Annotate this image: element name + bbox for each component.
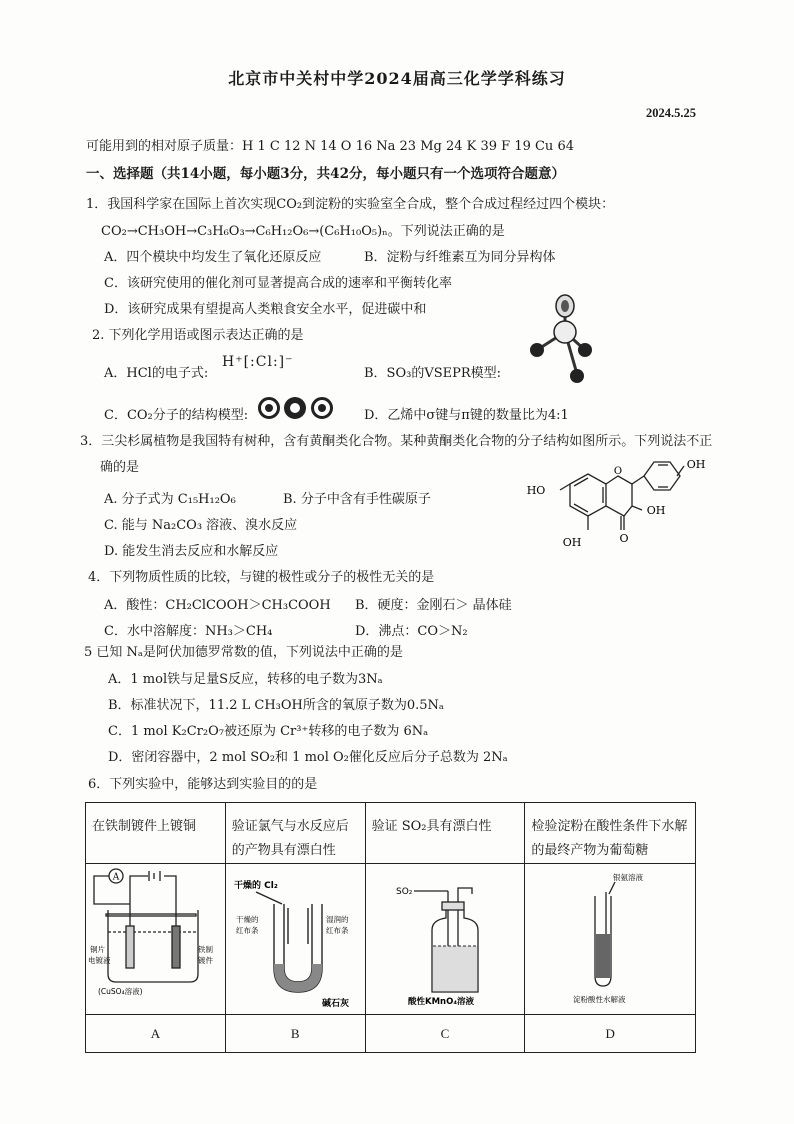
cuso4-label: (CuSO₄溶液) xyxy=(98,987,143,996)
section-heading: 一、选择题（共14小题，每小题3分，共42分，每小题只有一个选项符合题意） xyxy=(86,166,565,182)
starch-hydrolysis-diagram xyxy=(525,864,693,1010)
experiment-header-a: 在铁制镀件上镀铜 xyxy=(86,803,226,864)
experiment-header-c: 验证 SO₂具有漂白性 xyxy=(365,803,525,864)
carbonyl-oxygen-label: O xyxy=(619,532,629,545)
experiment-label-c: C xyxy=(365,1015,525,1053)
q3-option-b: B. 分子中含有手性碳原子 xyxy=(283,492,431,507)
kmno4-label: 酸性KMnO₄溶液 xyxy=(407,997,474,1007)
exam-date: 2024.5.25 xyxy=(646,106,696,120)
experiment-table xyxy=(85,802,696,1053)
hydroxyl-label-bottom: OH xyxy=(562,536,582,549)
chlorine-bleach-diagram xyxy=(226,864,364,1010)
ammeter-symbol: A xyxy=(112,872,120,883)
q3-stem-line2: 确的是 xyxy=(100,460,140,475)
page-title: 北京市中关村中学2024届高三化学学科练习 xyxy=(228,69,566,88)
iron-part-label-2: 镀件 xyxy=(198,956,213,965)
apparatus-d xyxy=(525,864,696,1015)
experiment-label-b: B xyxy=(225,1015,365,1053)
q4-option-d: D．沸点：CO＞N₂ xyxy=(355,624,468,639)
plating-solution-label: 电镀液 xyxy=(88,956,111,965)
experiment-label-d: D xyxy=(525,1015,696,1053)
wet-cloth-label: 湿润的 xyxy=(325,915,349,924)
dry-cloth-label: 干燥的 xyxy=(235,915,259,924)
q1-option-b: B．淀粉与纤维素互为同分异构体 xyxy=(364,250,556,265)
q1-stem: 1．我国科学家在国际上首次实现CO₂到淀粉的实验室全合成，整个合成过程经过四个模块： xyxy=(86,197,615,212)
q3-option-c: C. 能与 Na₂CO₃ 溶液、溴水反应 xyxy=(104,518,298,533)
so2-inlet-label: SO₂ xyxy=(395,887,412,897)
soda-lime-label: 碱石灰 xyxy=(321,999,349,1009)
q3-option-a: A. 分子式为 C₁₅H₁₂O₆ xyxy=(104,492,236,507)
q6-stem: 6．下列实验中，能够达到实验目的的是 xyxy=(88,777,318,792)
electroplating-diagram xyxy=(86,864,224,1010)
q5-option-c: C．1 mol K₂Cr₂O₇被还原为 Cr³⁺转移的电子数为 6Nₐ xyxy=(108,724,429,739)
apparatus-b xyxy=(225,864,365,1015)
so2-bleach-diagram xyxy=(366,864,524,1010)
q2-stem: 2. 下列化学用语或图示表达正确的是 xyxy=(92,328,304,343)
dry-chlorine-label: 干燥的 Cl₂ xyxy=(233,881,278,891)
apparatus-c xyxy=(365,864,525,1015)
so3-vsepr-model xyxy=(525,292,605,392)
experiment-label-a: A xyxy=(86,1015,226,1053)
q1-option-c: C．该研究使用的催化剂可显著提高合成的速率和平衡转化率 xyxy=(104,276,452,291)
wet-cloth-label-2: 红布条 xyxy=(325,926,349,935)
dry-cloth-label-2: 红布条 xyxy=(235,926,259,935)
q1-option-a: A．四个模块中均发生了氧化还原反应 xyxy=(104,250,322,265)
q4-option-a: A．酸性：CH₂ClCOOH＞CH₃COOH xyxy=(104,598,331,613)
q5-stem: 5 已知 Nₐ是阿伏加德罗常数的值，下列说法中正确的是 xyxy=(84,645,403,660)
q1-option-d: D．该研究成果有望提高人类粮食安全水平，促进碳中和 xyxy=(104,302,427,317)
q2-option-a: A．HCl的电子式: xyxy=(104,366,209,381)
iron-part-label: 铁制 xyxy=(198,945,213,954)
experiment-header-b: 验证氯气与水反应后的产物具有漂白性 xyxy=(225,803,365,864)
hydrolysate-label: 淀粉酸性水解液 xyxy=(573,995,626,1004)
hydroxyl-label-left: HO xyxy=(526,484,546,497)
q2-option-b: B．SO₃的VSEPR模型: xyxy=(364,366,502,381)
q3-stem-line1: 3．三尖杉属植物是我国特有树种，含有黄酮类化合物。某种黄酮类化合物的分子结构如图所示。下列说法不正 xyxy=(80,434,713,449)
hcl-electron-formula: H⁺[:Cl:]⁻ xyxy=(222,354,294,370)
q4-option-b: B．硬度：金刚石＞ 晶体硅 xyxy=(355,598,512,613)
copper-plate-label: 铜片 xyxy=(90,945,105,954)
q3-option-d: D. 能发生消去反应和水解反应 xyxy=(104,544,279,559)
q2-option-d: D．乙烯中σ键与π键的数量比为4:1 xyxy=(364,408,569,423)
q1-scheme: CO₂→CH₃OH→C₃H₆O₃→C₆H₁₂O₆→(C₆H₁₀O₅)ₙ。下列说法正确的是 xyxy=(101,224,505,239)
q4-stem: 4．下列物质性质的比较，与键的极性或分子的极性无关的是 xyxy=(88,570,435,585)
q4-option-c: C．水中溶解度：NH₃＞CH₄ xyxy=(104,624,273,639)
hydroxyl-label-right: OH xyxy=(686,458,706,471)
q5-option-b: B．标准状况下，11.2 L CH₃OH所含的氧原子数为0.5Nₐ xyxy=(108,698,444,713)
co2-structure-model xyxy=(258,397,338,419)
silver-ammonia-label: 银氨溶液 xyxy=(613,873,644,882)
flavonoid-structure-diagram xyxy=(520,452,720,552)
hydroxyl-label-middle: OH xyxy=(646,504,666,517)
q5-option-d: D．密闭容器中，2 mol SO₂和 1 mol O₂催化反应后分子总数为 2Nₐ xyxy=(108,750,508,765)
ring-oxygen-label: O xyxy=(613,466,623,477)
q2-option-c: C．CO₂分子的结构模型: xyxy=(104,408,249,423)
q5-option-a: A．1 mol铁与足量S反应，转移的电子数为3Nₐ xyxy=(108,672,383,687)
experiment-header-d: 检验淀粉在酸性条件下水解的最终产物为葡萄糖 xyxy=(525,803,696,864)
atomic-masses: 可能用到的相对原子质量：H 1 C 12 N 14 O 16 Na 23 Mg 24 K 39 F 19 Cu 64 xyxy=(86,139,574,154)
apparatus-a xyxy=(86,864,226,1015)
